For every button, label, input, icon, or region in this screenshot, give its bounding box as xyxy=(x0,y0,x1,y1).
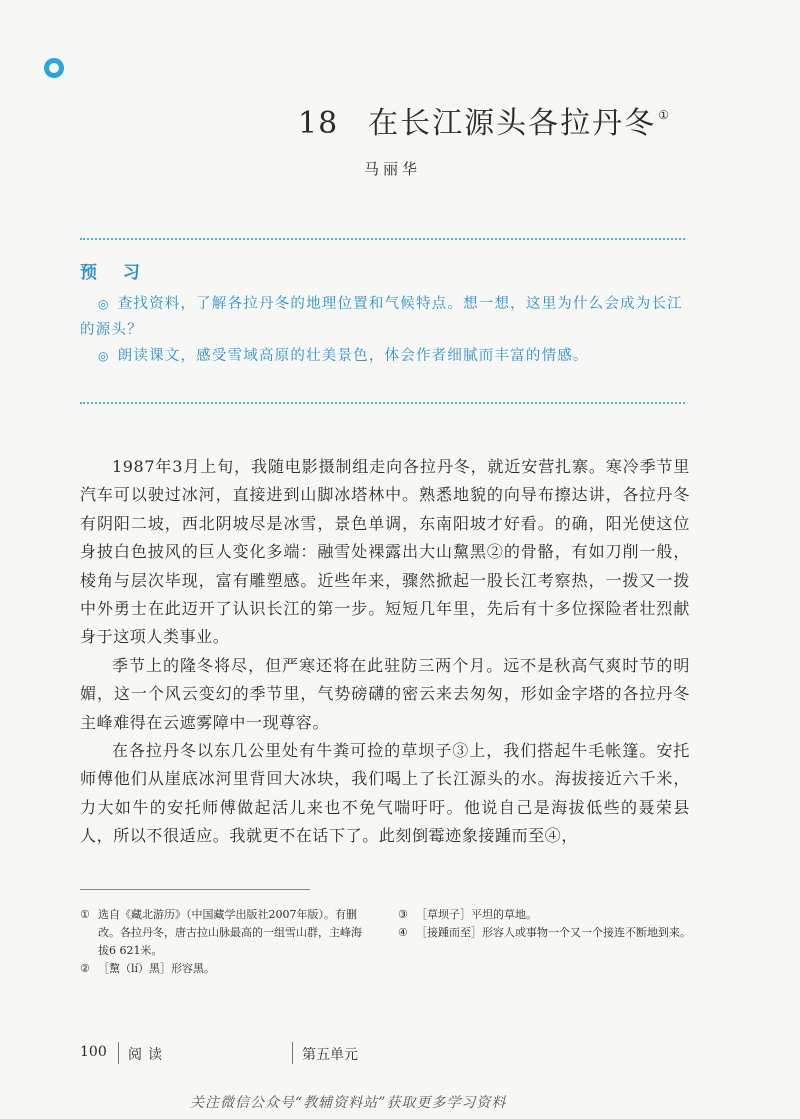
footnote-mark: ② xyxy=(80,962,90,975)
footnotes-right-column xyxy=(398,906,698,942)
footnote-item xyxy=(398,924,698,942)
footnote-item xyxy=(398,906,698,924)
footnote-text: ［接踵而至］形容人或事物一个又一个接连不断地到来。 xyxy=(416,926,691,939)
footnotes-left-column xyxy=(80,906,370,978)
section-label: 阅读 xyxy=(128,1047,168,1063)
preview-item xyxy=(80,343,690,369)
preview-top-divider xyxy=(80,238,685,240)
footer-separator xyxy=(292,1042,293,1064)
body-paragraph: 在各拉丹冬以东几公里处有牛粪可捡的草坝子③上，我们搭起牛毛帐篷。安托师傅他们从崖底冰河里背回大冰块，我们喝上了长江源头的水。海拔接近六千米，力大如牛的安托师傅做起活儿来也不免气喘吁吁。他说自己是海拔低些的聂荣县人，所以不很适应。我就更不在话下了。此刻倒霉迹象接踵而至④， xyxy=(80,741,690,846)
footnote-item xyxy=(80,960,370,978)
preview-bullet-icon: ◎ xyxy=(98,349,110,363)
title-footnote-mark: ① xyxy=(658,108,669,122)
promo-watermark-text: 关注微信公众号“教辅资料站”获取更多学习资料 xyxy=(190,1095,507,1111)
footnote-text: ［草坝子］平坦的草地。 xyxy=(416,908,537,921)
unit-label: 第五单元 xyxy=(302,1047,358,1063)
title-row xyxy=(298,98,669,142)
footnote-mark: ④ xyxy=(398,926,408,939)
page-title: 在长江源头各拉丹冬 xyxy=(368,106,657,141)
preview-bullet-icon: ◎ xyxy=(98,297,110,311)
page-number: 100 xyxy=(80,1044,107,1060)
article-body xyxy=(80,453,690,851)
preview-item xyxy=(80,291,690,343)
footnote-item xyxy=(80,906,370,960)
body-paragraph: 1987年3月上旬，我随电影摄制组走向各拉丹冬，就近安营扎寨。寒冷季节里汽车可以驶过冰河，直接进到山脚冰塔林中。熟悉地貌的向导布擦达讲，各拉丹冬有阴阳二坡，西北阴坡尽是冰雪，景色单调，东南阳坡才好看。的确，阳光使这位身披白色披风的巨人变化多端：融雪处裸露出大山黧黑②的骨骼，有如刀削一般，棱角与层次毕现，富有雕塑感。近些年来，骤然掀起一股长江考察热，一拨又一拨中外勇士在此迈开了认识长江的第一步。短短几年里，先后有十多位探险者壮烈献身于这项人类事业。 xyxy=(80,457,690,647)
lesson-number: 18 xyxy=(298,106,339,141)
preview-heading: 预 习 xyxy=(80,263,150,283)
preview-item-text: 朗读课文，感受雪域高原的壮美景色，体会作者细腻而丰富的情感。 xyxy=(117,348,589,364)
preview-section xyxy=(80,258,690,369)
corner-logo-icon xyxy=(44,58,64,78)
footnote-text: ［黧（lí）黑］形容黑。 xyxy=(98,962,216,975)
body-paragraph: 季节上的隆冬将尽，但严寒还将在此驻防三两个月。远不是秋高气爽时节的明媚，这一个风云变幻的季节里，气势磅礴的密云来去匆匆，形如金字塔的各拉丹冬主峰难得在云遮雾障中一现尊容。 xyxy=(80,655,690,732)
footnote-divider xyxy=(80,889,310,890)
preview-item-text: 查找资料，了解各拉丹冬的地理位置和气候特点。想一想，这里为什么会成为长江的源头？ xyxy=(80,296,683,338)
footer-separator xyxy=(118,1042,119,1064)
footnote-mark: ① xyxy=(80,908,90,921)
author-name: 马丽华 xyxy=(364,160,422,178)
footnote-mark: ③ xyxy=(398,908,408,921)
footnote-text: 选自《藏北游历》（中国藏学出版社2007年版）。有删改。各拉丹冬，唐古拉山脉最高的一组雪山群，主峰海拔6 621米。 xyxy=(98,908,362,957)
preview-bottom-divider xyxy=(80,402,685,404)
